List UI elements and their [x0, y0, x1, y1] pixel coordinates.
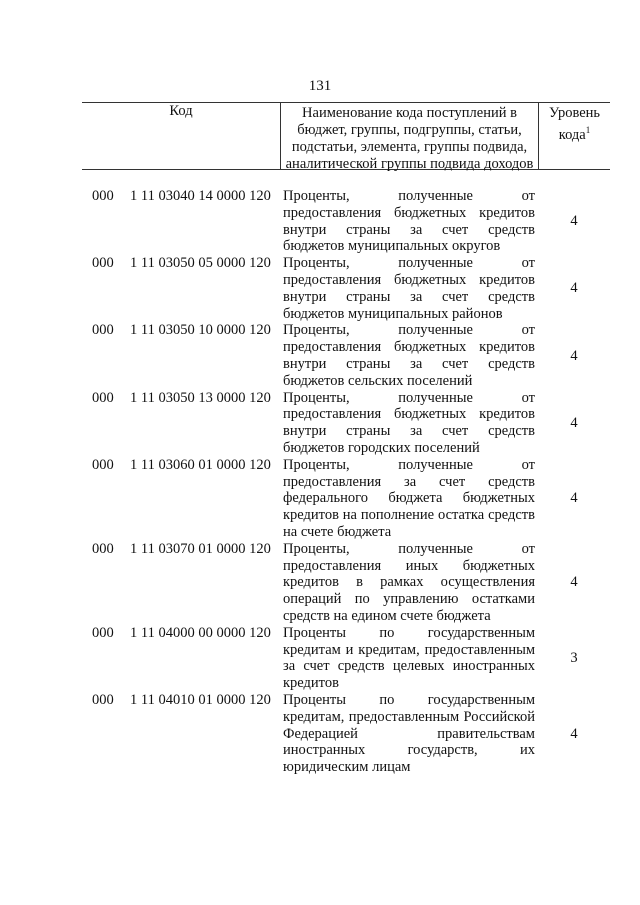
income-code: 1 11 04010 01 0000 120	[130, 691, 271, 708]
header-name: Наименование кода поступлений в бюджет, группы, подгруппы, статьи, подстатьи, элемента, группы подвида, аналитической группы подвида доходов	[280, 103, 538, 169]
code-level: 4	[570, 725, 578, 742]
admin-code: 000	[92, 624, 114, 641]
admin-code: 000	[92, 691, 114, 708]
admin-code: 000	[92, 540, 114, 557]
income-code: 1 11 03070 01 0000 120	[130, 540, 271, 557]
footnote-marker: 1	[585, 125, 591, 135]
income-code: 1 11 03040 14 0000 120	[130, 188, 271, 204]
income-name: Проценты, полученные от предоставления бюджетных кредитов внутри страны за счет средств бюджетов муниципальных районов	[283, 255, 535, 322]
code-level: 4	[570, 347, 578, 364]
admin-code: 000	[92, 188, 114, 204]
code-level: 4	[570, 280, 578, 297]
table-row	[82, 692, 610, 776]
code-level: 4	[570, 414, 578, 431]
page-number: 131	[308, 78, 332, 94]
income-name: Проценты, полученные от предоставления бюджетных кредитов внутри страны за счет средств бюджетов городских поселений	[283, 389, 535, 456]
income-code: 1 11 03050 05 0000 120	[130, 255, 271, 272]
code-level: 4	[570, 574, 578, 591]
income-name: Проценты, полученные от предоставления за счет средств федерального бюджета бюджетных кредитов на пополнение остатка средств на счете бюджета	[283, 456, 535, 540]
table-row	[82, 457, 610, 541]
income-name: Проценты, полученные от предоставления иных бюджетных кредитов в рамках осуществления операций по управлению остатками средств на едином счете бюджета	[283, 540, 535, 624]
table-row	[82, 322, 610, 389]
table-row	[82, 625, 610, 692]
income-name: Проценты, полученные от предоставления бюджетных кредитов внутри страны за счет средств бюджетов сельских поселений	[283, 322, 535, 389]
income-name: Проценты, полученные от предоставления бюджетных кредитов внутри страны за счет средств бюджетов муниципальных округов	[283, 188, 535, 255]
table-body	[82, 188, 610, 776]
code-level: 4	[570, 213, 578, 230]
income-code: 1 11 04000 00 0000 120	[130, 624, 271, 641]
income-code: 1 11 03050 13 0000 120	[130, 389, 271, 406]
admin-code: 000	[92, 322, 114, 339]
income-code: 1 11 03050 10 0000 120	[130, 322, 271, 339]
admin-code: 000	[92, 456, 114, 473]
header-level-label: Уровень кода	[548, 105, 601, 143]
code-level: 3	[570, 649, 578, 666]
admin-code: 000	[92, 389, 114, 406]
header-code: Код	[169, 103, 193, 119]
table-header	[82, 102, 610, 170]
code-level: 4	[570, 490, 578, 507]
income-name: Проценты по государственным кредитам и кредитам, предоставленным за счет средств целевых иностранных кредитов	[283, 624, 535, 692]
table-row	[82, 541, 610, 625]
table-row	[82, 390, 610, 457]
income-code: 1 11 03060 01 0000 120	[130, 456, 271, 473]
income-name: Проценты по государственным кредитам, предоставленным Российской Федерацией правительствам иностранных государств, их юридическим лицам	[283, 691, 535, 776]
table-row	[82, 188, 610, 255]
header-level	[538, 103, 610, 169]
admin-code: 000	[92, 255, 114, 272]
table-row	[82, 255, 610, 322]
